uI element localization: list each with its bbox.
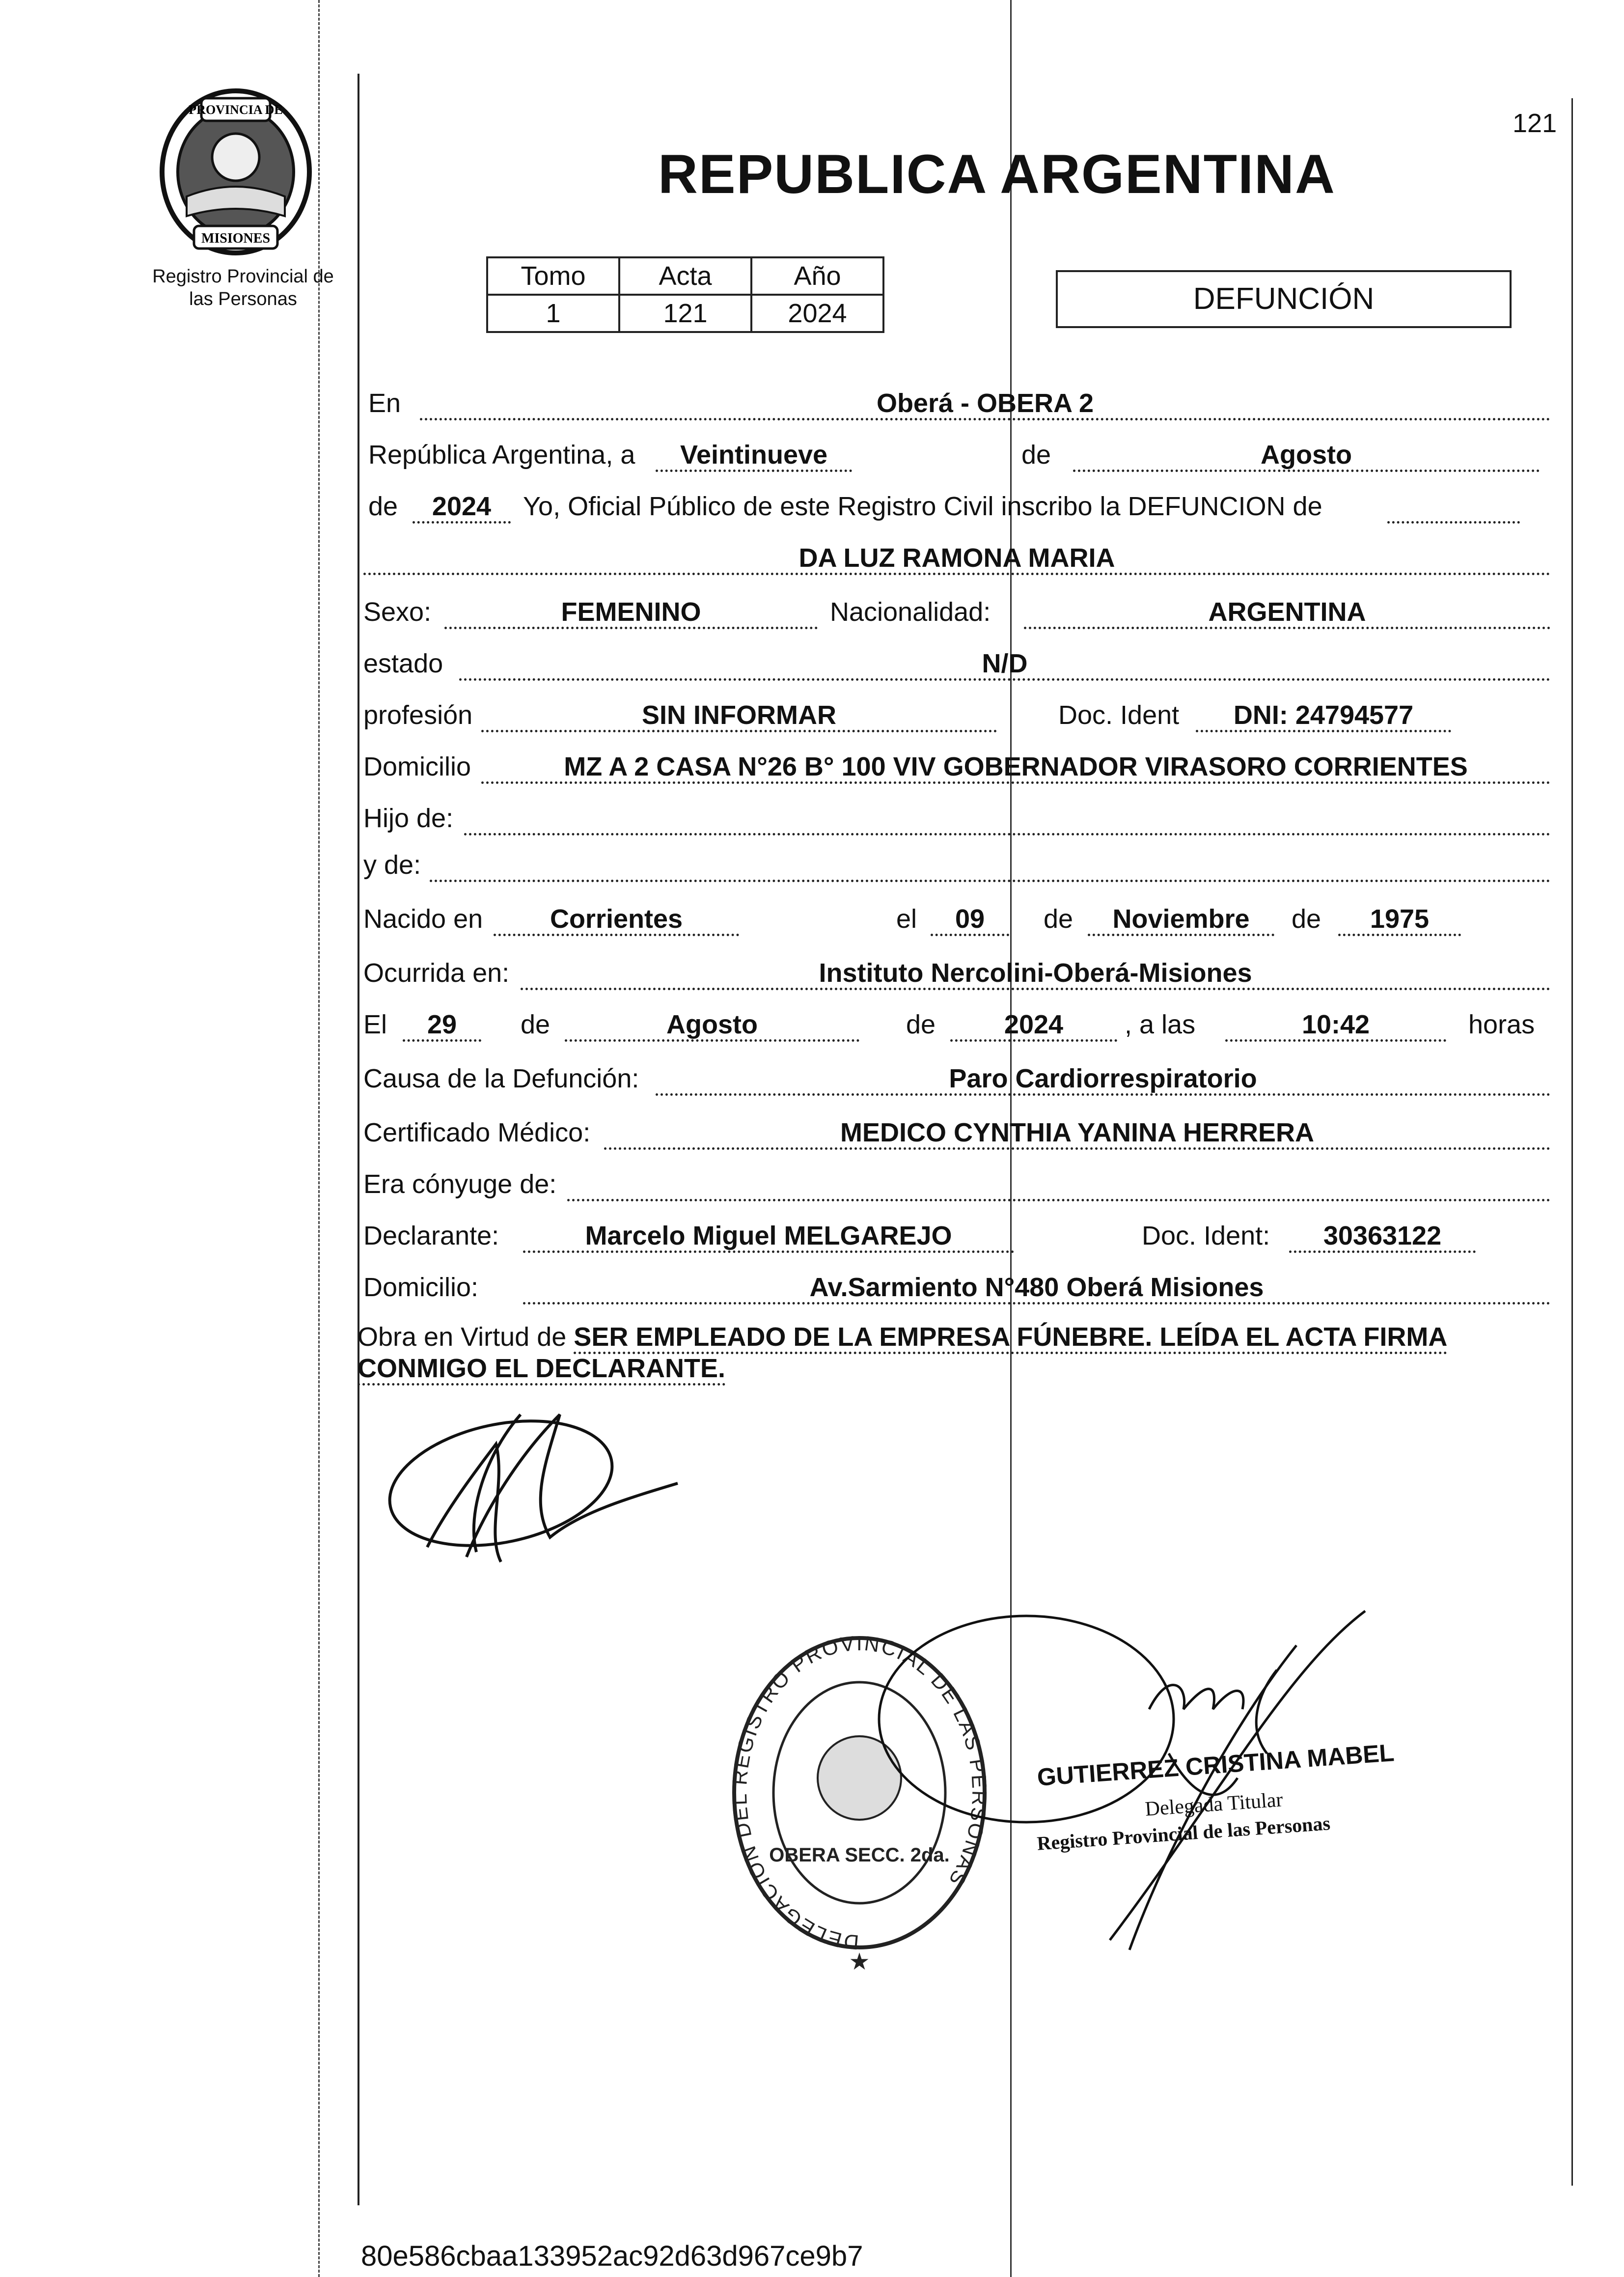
yde-value [430,850,1550,882]
agency-line2: las Personas [189,289,297,309]
row-yde [361,840,1550,889]
official-name: GUTIERREZ CRISTINA MABEL [1036,1739,1395,1791]
hijo-value [464,804,1550,835]
deceased-name: DA LUZ RAMONA MARIA [363,543,1550,575]
yo-text: Yo, Oficial Público de este Registro Civil inscribo la DEFUNCION de [523,492,1322,521]
official-signature [874,1523,1444,1955]
stamp-star-icon: ★ [849,1949,870,1975]
official-office: Registro Provincial de las Personas [1036,1812,1331,1855]
certificado-label: Certificado Médico: [363,1118,591,1147]
conyuge-label: Era cónyuge de: [363,1169,557,1199]
row-el-fecha [361,1000,1550,1049]
row-declarante [361,1211,1550,1260]
el2-label: El [363,1010,387,1039]
de1-label: de [1021,440,1051,470]
registry-header-ano: Año [751,257,883,295]
hijo-label: Hijo de: [363,804,454,833]
row-ocurrida [361,948,1550,997]
stamp-ring-text: DELEGACION DEL REGISTRO PROVINCIAL DE LAS PERSONAS [727,1631,991,1954]
estado-label: estado [363,649,443,678]
registry-header-acta: Acta [619,257,751,295]
en-value: Oberá - OBERA 2 [420,389,1550,420]
row-domicilio2 [361,1262,1550,1311]
row-conyuge [361,1159,1550,1208]
official-role: Delegada Titular [1144,1788,1284,1821]
en-label: En [368,389,401,418]
de2-label: de [368,492,398,521]
profesion-label: profesión [363,700,473,730]
margin-line-left [318,0,320,2277]
doc2-label: Doc. Ident: [1142,1221,1270,1250]
row-republica [361,430,1550,479]
birth-day: 09 [931,904,1009,936]
row-yo [361,481,1550,530]
causa-value: Paro Cardiorrespiratorio [656,1064,1550,1096]
alas-label: , a las [1125,1010,1196,1039]
conyuge-value [567,1169,1550,1201]
obra-value-line1: SER EMPLEADO DE LA EMPRESA FÚNEBRE. LEÍDA EL ACTA FIRMA [574,1322,1447,1354]
footer-hash: 80e586cbaa133952ac92d63d967ce9b7 [361,2240,863,2272]
republica-label: República Argentina, a [368,440,635,470]
doc2-value: 30363122 [1289,1221,1476,1253]
death-month: Agosto [565,1010,859,1042]
domicilio-label: Domicilio [363,752,471,781]
row-sexo [361,587,1550,636]
obra-value-line2: CONMIGO EL DECLARANTE. [358,1354,725,1386]
domicilio2-value: Av.Sarmiento N°480 Oberá Misiones [523,1273,1550,1305]
registry-value-acta: 121 [619,295,751,332]
declarant-signature [373,1385,727,1611]
registry-table [486,256,884,333]
agency-line1: Registro Provincial de [152,266,334,287]
ocurrida-value: Instituto Nercolini-Oberá-Misiones [521,958,1550,990]
year-value: 2024 [413,492,511,524]
nacionalidad-value: ARGENTINA [1024,597,1550,629]
month-value: Agosto [1073,440,1540,472]
death-day: 29 [403,1010,481,1042]
domicilio2-label: Domicilio: [363,1273,479,1302]
declarante-value: Marcelo Miguel MELGAREJO [523,1221,1014,1253]
nacionalidad-label: Nacionalidad: [830,597,991,627]
de4-label: de [1292,904,1321,934]
birth-month: Noviembre [1088,904,1274,936]
stamp-inner-text: OBERA SECC. 2da. [769,1844,950,1866]
seal-top-text: PROVINCIA DE [189,103,283,117]
row-obra [358,1321,1556,1384]
seal-bottom-text: MISIONES [201,231,271,246]
de5-label: de [521,1010,551,1039]
row-en [361,378,1550,427]
page-number: 121 [1513,109,1557,138]
registry-header-tomo: Tomo [487,257,619,295]
obra-label: Obra en Virtud de [358,1322,567,1352]
provincial-seal [147,83,324,260]
nacido-label: Nacido en [363,904,483,934]
page-title: REPUBLICA ARGENTINA [658,143,1336,205]
day-words: Veintinueve [656,440,852,472]
nacido-value: Corrientes [494,904,739,936]
domicilio-value: MZ A 2 CASA N°26 B° 100 VIV GOBERNADOR VIRASORO CORRIENTES [481,752,1550,784]
margin-line-main [358,74,359,2205]
death-year: 2024 [950,1010,1117,1042]
margin-line-right [1571,98,1573,2186]
yde-label: y de: [363,850,421,880]
row-hijo [361,793,1550,842]
row-estado [361,639,1550,688]
profesion-value: SIN INFORMAR [481,700,997,732]
row-nacido [361,894,1550,943]
birth-year: 1975 [1338,904,1461,936]
de6-label: de [906,1010,936,1039]
row-profesion [361,690,1550,739]
doc-label: Doc. Ident [1058,700,1180,730]
row-certificado [361,1108,1550,1157]
registry-value-ano: 2024 [751,295,883,332]
sexo-value: FEMENINO [444,597,818,629]
death-time: 10:42 [1225,1010,1446,1042]
el-label: el [896,904,917,934]
de3-label: de [1044,904,1073,934]
doc-value: DNI: 24794577 [1196,700,1451,732]
horas-label: horas [1468,1010,1535,1039]
causa-label: Causa de la Defunción: [363,1064,639,1093]
doc-type-box: DEFUNCIÓN [1056,270,1512,328]
yo-trailing-blank [1387,492,1520,524]
row-causa [361,1054,1550,1103]
ocurrida-label: Ocurrida en: [363,958,510,988]
row-deceased [361,533,1550,582]
sexo-label: Sexo: [363,597,432,627]
agency-name [133,265,354,310]
row-domicilio [361,742,1550,791]
registry-value-tomo: 1 [487,295,619,332]
certificado-value: MEDICO CYNTHIA YANINA HERRERA [604,1118,1550,1150]
declarante-label: Declarante: [363,1221,499,1250]
estado-value: N/D [459,649,1550,681]
